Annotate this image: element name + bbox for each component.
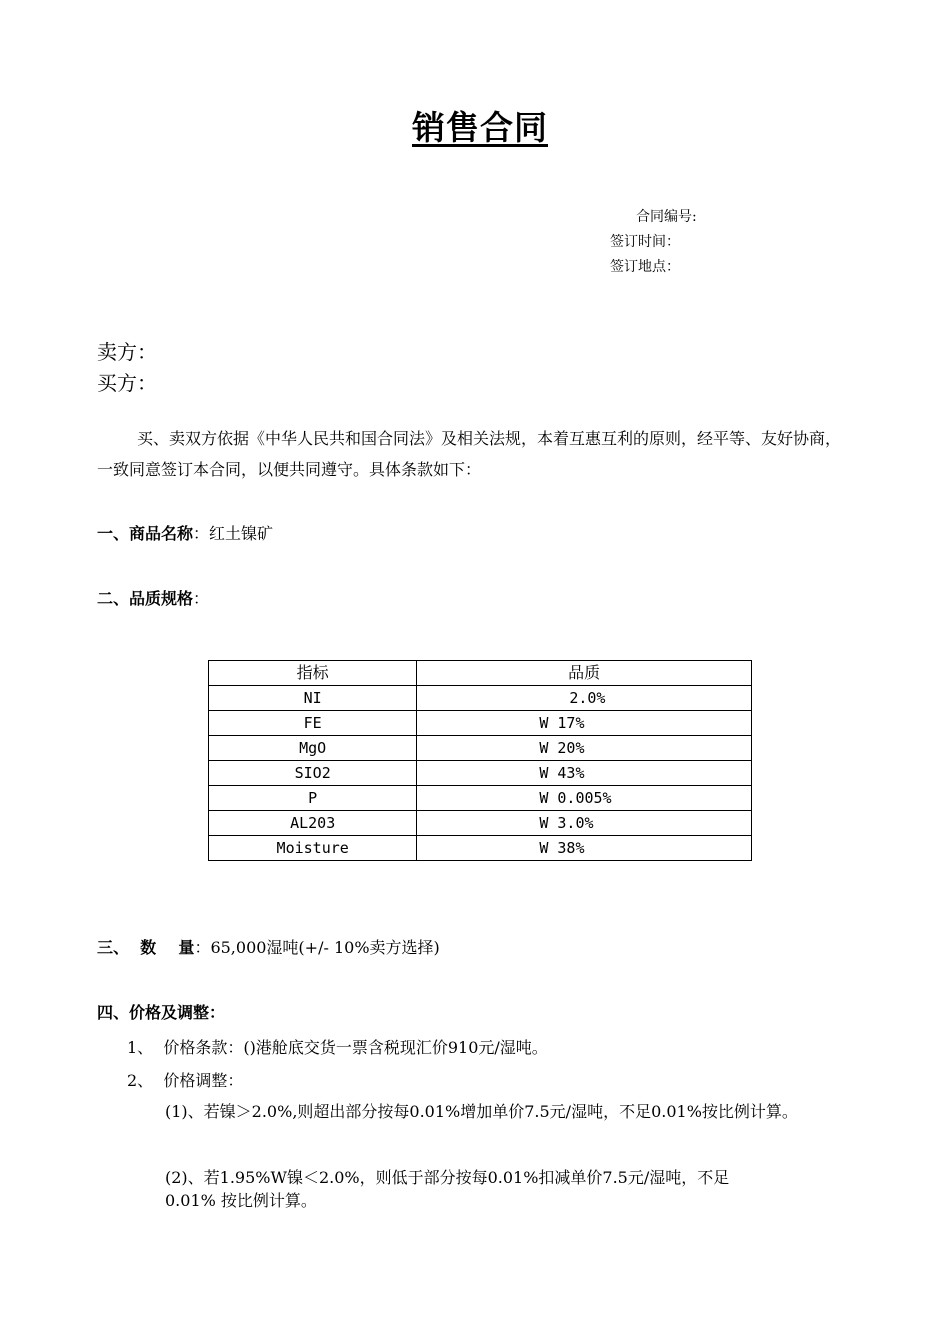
table-row xyxy=(209,836,752,861)
table-cell-quality: W 43% xyxy=(417,761,752,786)
table-row xyxy=(209,711,752,736)
table-cell-quality: 2.0% xyxy=(417,686,752,711)
table-row xyxy=(209,811,752,836)
table-cell-indicator: NI xyxy=(209,686,417,711)
table-cell-quality: W 3.0% xyxy=(417,811,752,836)
price-term-item: 1、 价格条款：()港舱底交货一票含税现汇价910元/湿吨。 xyxy=(127,1038,548,1057)
section-product-name-value: ：红土镍矿 xyxy=(193,524,274,543)
section-quantity-label: 三、 数 量 xyxy=(97,938,195,957)
section-quality-spec xyxy=(97,586,209,609)
table-cell-quality: W 38% xyxy=(417,836,752,861)
table-row xyxy=(209,761,752,786)
sign-time-label: 签订时间： xyxy=(610,234,680,250)
section-price-adjustment-label: 四、价格及调整： xyxy=(97,1003,226,1022)
table-cell-indicator: SIO2 xyxy=(209,761,417,786)
table-cell-quality: W 20% xyxy=(417,736,752,761)
section-price-adjustment xyxy=(97,1000,225,1023)
table-cell-indicator: P xyxy=(209,786,417,811)
table-header-row xyxy=(209,661,752,686)
table-cell-indicator: FE xyxy=(209,711,417,736)
table-cell-quality: W 17% xyxy=(417,711,752,736)
table-row xyxy=(209,786,752,811)
table-cell-indicator: MgO xyxy=(209,736,417,761)
section-quantity xyxy=(97,935,440,958)
table-cell-indicator: Moisture xyxy=(209,836,417,861)
section-quantity-value: ：65,000湿吨(+/- 10%卖方选择) xyxy=(194,938,440,957)
quality-spec-table xyxy=(208,660,752,861)
buyer-label: 买方： xyxy=(97,371,157,395)
contract-number-label: 合同编号: xyxy=(636,209,697,225)
sign-place-label: 签订地点： xyxy=(610,259,680,275)
section-product-name xyxy=(97,521,273,544)
price-adjustment-clause-1: (1)、若镍＞2.0%,则超出部分按每0.01%增加单价7.5元/湿吨，不足0.01%按比例计算。 xyxy=(165,1102,798,1121)
price-adjustment-clause-2-line-2: 0.01% 按比例计算。 xyxy=(165,1191,317,1210)
seller-label: 卖方： xyxy=(97,340,157,364)
table-cell-quality: W 0.005% xyxy=(417,786,752,811)
table-cell-indicator: AL203 xyxy=(209,811,417,836)
page-title: 销售合同 xyxy=(412,108,548,147)
price-adjustment-clause-2-line-1: (2)、若1.95%W镍＜2.0%，则低于部分按每0.01%扣减单价7.5元/湿吨，不足 xyxy=(165,1168,730,1187)
section-quality-spec-label: 二、品质规格 xyxy=(97,589,194,608)
intro-paragraph: 买、卖双方依据《中华人民共和国合同法》及相关法规，本着互惠互利的原则，经平等、友好协商，一致同意签订本合同，以便共同遵守。具体条款如下： xyxy=(97,429,842,479)
table-row xyxy=(209,736,752,761)
price-adjustment-item: 2、 价格调整： xyxy=(127,1071,244,1090)
table-row xyxy=(209,686,752,711)
section-product-name-label: 一、商品名称 xyxy=(97,524,194,543)
table-header-indicator: 指标 xyxy=(209,661,417,686)
table-header-quality: 品质 xyxy=(417,661,752,686)
section-quality-spec-value: ： xyxy=(193,589,210,608)
